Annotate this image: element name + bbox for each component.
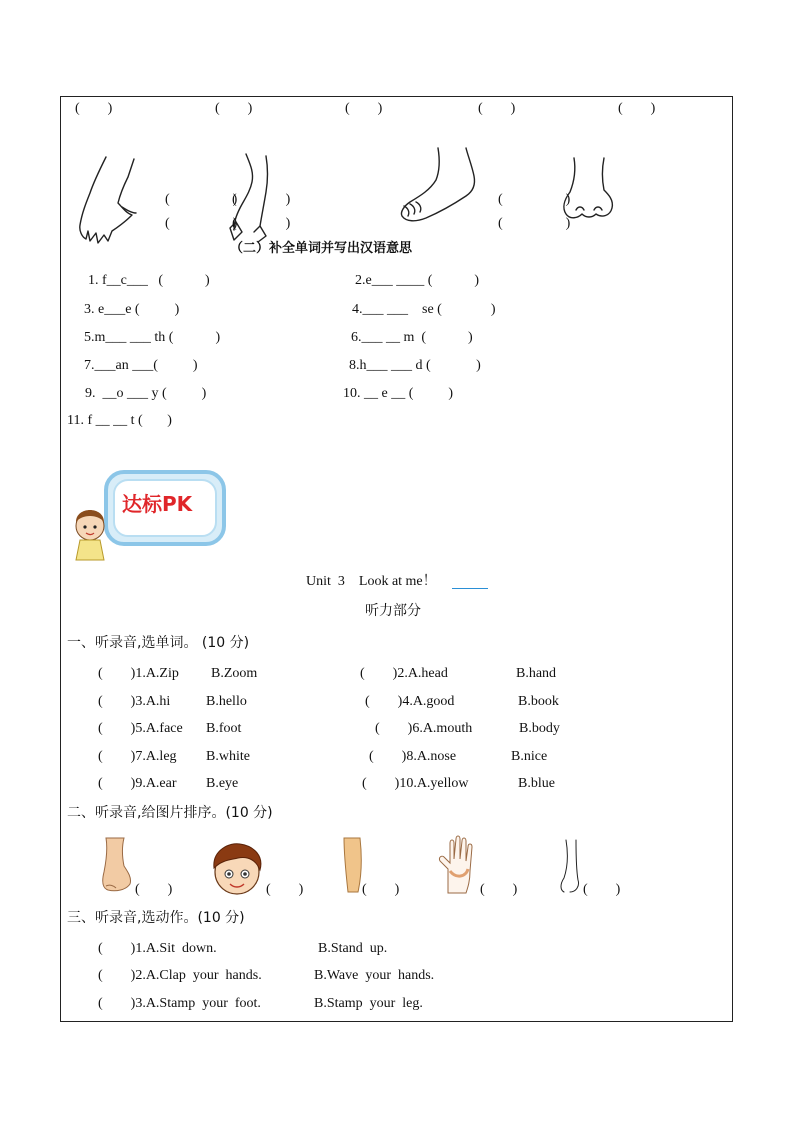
- spelling-item-6: 6.___ __ m ( ): [351, 330, 473, 345]
- spelling-item-4: 4.___ ___ se ( ): [352, 302, 496, 317]
- top-paren-4[interactable]: ( ): [478, 101, 516, 116]
- pic-paren-1b[interactable]: ( ): [165, 216, 238, 231]
- part2-paren-4[interactable]: ( ): [480, 882, 518, 897]
- spelling-item-5: 5.m___ ___ th ( ): [84, 330, 221, 345]
- p1-q3-b: B.hello: [206, 694, 247, 709]
- spelling-item-2: 2.e___ ____ ( ): [355, 273, 480, 288]
- p3-q2[interactable]: ( )2.A.Clap your hands.: [98, 968, 262, 983]
- pic-paren-3b[interactable]: ( ): [498, 216, 571, 231]
- spelling-item-9: 9. __o ___ y ( ): [85, 386, 207, 401]
- p1-q6[interactable]: ( )6.A.mouth: [375, 721, 473, 736]
- part2-foot-picture: [98, 836, 134, 894]
- foot-picture: [396, 146, 486, 226]
- part1-heading: 一、听录音,选单词。 (10 分): [67, 635, 250, 651]
- spelling-item-11: 11. f __ __ t ( ): [67, 413, 172, 428]
- pic-paren-2b[interactable]: ( ): [232, 216, 291, 231]
- part2-paren-3[interactable]: ( ): [362, 882, 400, 897]
- p1-q4-b: B.book: [518, 694, 559, 709]
- p1-q2[interactable]: ( )2.A.head: [360, 666, 448, 681]
- p1-q7-b: B.white: [206, 749, 250, 764]
- pic-paren-1a[interactable]: ( ): [165, 192, 238, 207]
- hand-picture: [76, 155, 146, 245]
- spelling-item-7: 7.___an ___( ): [84, 358, 198, 373]
- spelling-item-10: 10. __ e __ ( ): [343, 386, 454, 401]
- p1-q7[interactable]: ( )7.A.leg: [98, 749, 177, 764]
- p3-q2-b: B.Wave your hands.: [314, 968, 435, 983]
- p3-q3[interactable]: ( )3.A.Stamp your foot.: [98, 996, 261, 1011]
- part3-heading: 三、听录音,选动作。(10 分): [67, 910, 245, 926]
- part2-heading: 二、听录音,给图片排序。(10 分): [67, 805, 273, 821]
- pic-paren-3a[interactable]: ( ): [498, 192, 571, 207]
- p1-q9-b: B.eye: [206, 776, 239, 791]
- p1-q5-b: B.foot: [206, 721, 242, 736]
- p3-q3-b: B.Stamp your leg.: [314, 996, 423, 1011]
- p1-q8-b: B.nice: [511, 749, 548, 764]
- p3-q1[interactable]: ( )1.A.Sit down.: [98, 941, 217, 956]
- p3-q1-b: B.Stand up.: [318, 941, 388, 956]
- badge-text: 达标PK: [122, 492, 193, 516]
- p1-q10-b: B.blue: [518, 776, 555, 791]
- top-paren-2[interactable]: ( ): [215, 101, 253, 116]
- part2-leg-sketch-picture: [556, 838, 584, 894]
- p1-q4[interactable]: ( )4.A.good: [365, 694, 455, 709]
- part2-paren-1[interactable]: ( ): [135, 882, 173, 897]
- p1-q3[interactable]: ( )3.A.hi: [98, 694, 171, 709]
- part2-paren-2[interactable]: ( ): [266, 882, 304, 897]
- spelling-item-1: 1. f__c___ ( ): [88, 273, 210, 288]
- p1-q1-b: B.Zoom: [211, 666, 258, 681]
- part2-hand-picture: [436, 835, 480, 895]
- part2-paren-5[interactable]: ( ): [583, 882, 621, 897]
- spelling-item-8: 8.h___ ___ d ( ): [349, 358, 481, 373]
- unit-title: Unit 3 Look at me！: [306, 574, 437, 589]
- p1-q10[interactable]: ( )10.A.yellow: [362, 776, 469, 791]
- section2-heading: （二）补全单词并写出汉语意思: [230, 241, 413, 256]
- p1-q5[interactable]: ( )5.A.face: [98, 721, 183, 736]
- listening-title: 听力部分: [365, 603, 421, 619]
- p1-q1[interactable]: ( )1.A.Zip: [98, 666, 179, 681]
- p1-q2-b: B.hand: [516, 666, 557, 681]
- top-paren-1[interactable]: ( ): [75, 101, 113, 116]
- pic-paren-2a[interactable]: ( ): [232, 192, 291, 207]
- p1-q9[interactable]: ( )9.A.ear: [98, 776, 177, 791]
- nose-picture: [560, 156, 616, 222]
- p1-q6-b: B.body: [519, 721, 560, 736]
- spelling-item-3: 3. e___e ( ): [84, 302, 180, 317]
- unit-title-blank[interactable]: [452, 588, 488, 589]
- p1-q8[interactable]: ( )8.A.nose: [369, 749, 457, 764]
- top-paren-5[interactable]: ( ): [618, 101, 656, 116]
- top-paren-3[interactable]: ( ): [345, 101, 383, 116]
- part2-face-picture: [208, 842, 266, 896]
